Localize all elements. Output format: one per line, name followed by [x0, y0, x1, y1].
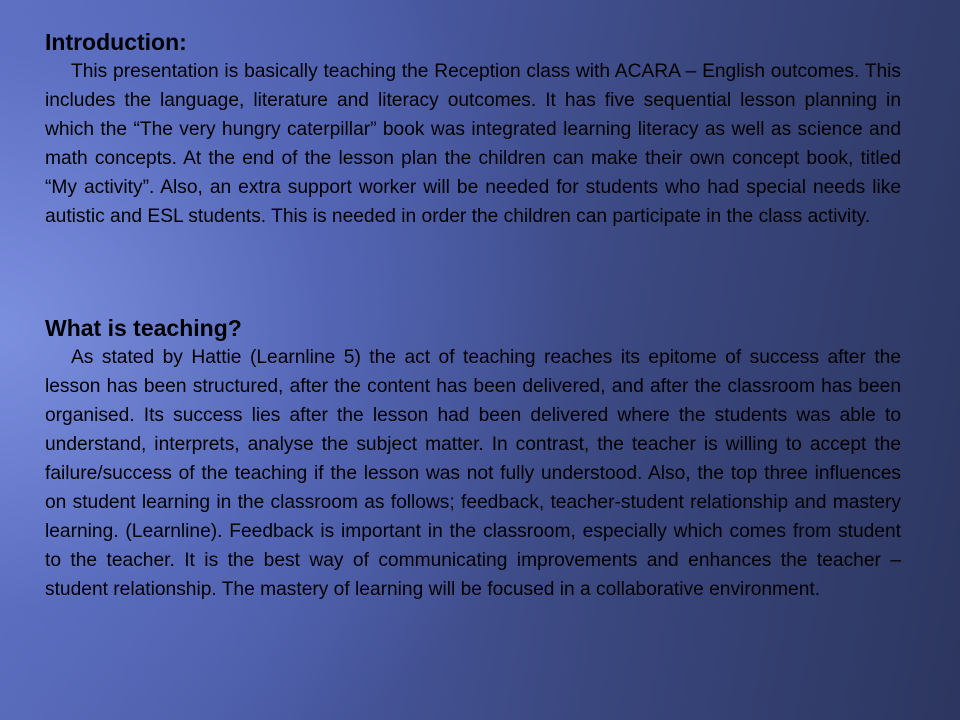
introduction-paragraph: This presentation is basically teaching the Reception class with ACARA – English outcomes. This includes the language, literature and literacy outcomes. It has five sequential lesson planning in which the “The very hungry caterpillar” book was integrated learning literacy as well as science and math concepts. At the end of the lesson plan the children can make their own concept book, titled “My activity”. Also, an extra support worker will be needed for students who had special needs like autistic and ESL students. This is needed in order the children can participate in the class activity.: [45, 61, 901, 227]
what-is-teaching-paragraph: As stated by Hattie (Learnline 5) the act of teaching reaches its epitome of success after the lesson has been structured, after the content has been delivered, and after the classroom has been organised. Its success lies after the lesson had been delivered where the students was able to understand, interprets, analyse the subject matter. In contrast, the teacher is willing to accept the failure/success of the teaching if the lesson was not fully understood. Also, the top three influences on student learning in the classroom as follows; feedback, teacher-student relationship and mastery learning. (Learnline). Feedback is important in the classroom, especially which comes from student to the teacher. It is the best way of communicating improvements and enhances the teacher –student relationship. The mastery of learning will be focused in a collaborative environment.: [45, 347, 901, 600]
what-is-teaching-heading: What is teaching?: [45, 315, 242, 341]
what-is-teaching-section: [45, 313, 901, 604]
introduction-heading: Introduction:: [45, 29, 187, 55]
introduction-section: [45, 27, 901, 231]
